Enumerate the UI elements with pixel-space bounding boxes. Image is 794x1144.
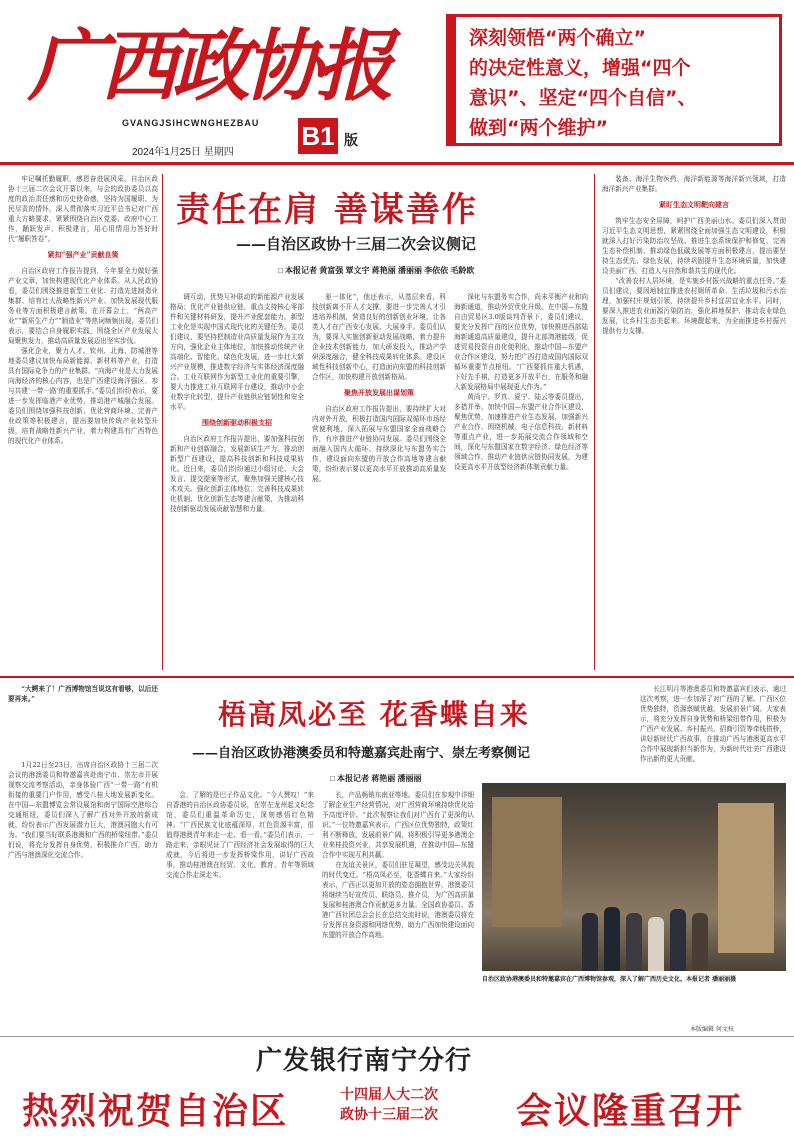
article2-col5: 长江明月等港澳委员和特邀嘉宾们表示，通过这次考察，进一步加深了对广西的了解。广西区位优势独特，资源禀赋优越，发展前景广阔。大家表示，将充分发挥自身优势和桥梁纽带作用，积极为广西产业发展、乡村振兴、招商引资等牵线搭桥，讲好新时代广西故事，在推动广西与港澳更高水平合作中展现新担当新作为，为新时代壮美广西建设作出新的更大贡献。 [640, 685, 786, 763]
article1-section4-title: 紧盯生态文明靶向建言 [659, 200, 729, 209]
article2-subtitle: ——自治区政协港澳委员和特邀嘉宾赴南宁、崇左考察侧记 [192, 746, 531, 761]
article2-column-2 [166, 790, 314, 1030]
ad-bank-name: 广发银行南宁分行 [256, 1046, 473, 1076]
article2-title: 梧高凤必至 花香蝶自来 [218, 698, 530, 731]
article1-col5-body: 筑牢生态安全屏障，呵护广西美丽山水。委员们深入贯彻习近平生态文明思想，紧紧围绕全面加强生态文明建设，积极就深入打好污染防治攻坚战、推进生态系统保护和修复、完善生态补偿机制、推动绿色低碳发展等方面积极建言，提出要坚持生态优先、绿色发展，持续巩固提升生态环境质量，加快建设美丽广西，打造人与自然和谐共生的现代化。 [602, 217, 786, 275]
photo-caption: 自治区政协港澳委员和特邀嘉宾在广西博物馆参观，深入了解广西历史文化。本报记者 潘丽丽摄 [482, 976, 737, 983]
article1-section1: 自治区政府工作报告提到，今年要全力做好强产业文章，加快构建现代化产业体系。从人民政协看，委员们围绕推进新型工业化、打造先进制造业集群、培育壮大战略性新兴产业、加快发展现代服务业等方面积极建言献策。在开幕会上，“两高产业”“新质生产力”“制造业”等热词频频出现，委员们表示，要结合自身履职实践，围绕全区产业发展大局聚焦发力，推动高质量发展迈出坚实步伐。 [8, 267, 158, 345]
ad-headline-mid1: 十四届人大二次 [340, 1087, 438, 1103]
article1-section3-title: 聚焦开放发展出谋划策 [344, 388, 414, 397]
article1-section1-title: 紧扣“强产业”贡献良策 [47, 250, 119, 259]
article1-column-2 [170, 292, 304, 670]
article2-column-1 [8, 760, 158, 1030]
article1-col5-top: 装备、海洋生物医药、海洋新能源等海洋新兴领域，打造海洋新兴产业集群。 [602, 175, 786, 193]
photo-person [692, 913, 708, 971]
slogan-bar [446, 14, 456, 146]
article1-column-3 [312, 292, 446, 670]
ad-headline-right: 会议隆重召开 [516, 1091, 745, 1132]
article1-col3-body2: 自治区政府工作报告提出，要持续扩大对内对外开放，积极打造国内国际双循环市场经营便利地，深入拓展与东盟国家全面战略合作，有序推进产业链协同发展。委员们围绕全面融入国内大循环、持续深化与东盟务实合作，建设面向东盟的开放合作高地等建言献策，纷纷表示要以更高水平开放推动高质量发展。 [312, 405, 446, 483]
slogan-line: 做到“两个维护” [469, 117, 608, 139]
photo-person [648, 917, 664, 971]
slogan-line: 深刻领悟“两个确立” [469, 27, 646, 49]
article2-column-5 [640, 684, 786, 780]
article1-col2-body2: 自治区政府工作报告提出，要加强科技创新和产业创新融合，发展新质生产力。推动创新型广西建设，提高科技创新和科技成果转化。近日来，委员们纷纷通过小组讨论、大会发言、提交提案等形式，聚焦加强关键核心技术攻关、强化创新主体地位、完善科技成果转化机制、优化创新生态等建言献策，为推动科技创新驱动发展贡献智慧和力量。 [170, 435, 304, 513]
article1-byline: □ 本报记者 黄富强 覃文宇 蒋艳丽 潘丽丽 李依依 毛龄欧 [278, 266, 475, 275]
article1-col1-body: 强化企业，聚力人才。钦州、北海、防城港等地委员建议加快布局新能源、新材料等产业，打造具有国际竞争力的产业集群。“向海产业是大力发展向海经济的核心内容，也是广西建设海洋强区、参与共建‘一带一路’的重要抓手。”委员们纷纷表示，要进一步发挥临港产业优势，推动港产城融合发展。委员们围绕加强科技创新、优化营商环境、完善产业政策等积极建言，提出要加快传统产业转型升级，培育战略性新兴产业，着力构建具有广西特色的现代化产业体系。 [8, 347, 158, 445]
article1-section2-title: 围绕创新驱动积极支招 [202, 418, 272, 427]
section-divider [0, 676, 794, 678]
masthead-rule [0, 162, 794, 165]
edition-badge: B1 [298, 118, 338, 154]
article2-quote-box [8, 684, 158, 710]
masthead [0, 0, 794, 160]
article2-col1: 1月22日至23日，出席自治区政协十三届二次会议的港澳委员和特邀嘉宾赴南宁市、崇左市开展视察交流考察活动，亲身体验广西“一带一路”有机衔接的重要门户作用，感受八桂大地发展新变化。在中国—东盟博览会常设展馆和南宁国际空港综合交通枢纽，委员们深入了解广西对外开放的新成就，纷纷表示广西发展潜力巨大，港澳同胞大有可为。“我们要当好联系港澳和广西的桥梁纽带。”委员们说，将充分发挥自身优势，积极推介广西，助力广西与港澳深化交流合作。 [8, 761, 158, 859]
article1-column-4 [454, 292, 588, 670]
edition-suffix: 版 [344, 133, 358, 149]
article1-col3-body: 驱一体化”，他还表示，从基层来看，科技创新离不开人才支撑，要进一步完善人才引进培养机制，营造良好的创新创业环境，让各类人才在广西安心发展、大展身手。委员们认为，要深入实施创新驱动发展战略，着力提升企业技术创新能力，加大研发投入，推动产学研深度融合，健全科技成果转化体系。建设区域性科技创新中心，打造面向东盟的科技创新合作区，加快构建开放创新格局。 [312, 293, 446, 381]
slogan-line: 意识”、坚定“四个自信”、 [469, 87, 697, 109]
photo-person [670, 909, 686, 971]
article1-lead: 牢记嘱托勤履职，感恩奋进展风采。自治区政协十三届二次会议开幕以来，与会的政协委员以高度的政治责任感和历史使命感，坚持为国履职、为民尽责的情怀，深入贯彻落实习近平总书记对广西重大方略要求，紧紧围绕自治区党委、政府中心工作，踊跃发声、积极建言，用心用情用力答好时代“履职答卷”。 [8, 175, 158, 243]
newspaper-logo: 广西政协报 [28, 21, 389, 112]
article2-col3: 长，产品畅销东南亚等地。委员们在参观中详细了解企业生产经营情况，对广西营商环境持续优化给予高度评价。“此次视察让我们对广西有了更深的认识。”一位特邀嘉宾表示，广西区位优势独特，政策红利不断释放，发展前景广阔，将积极引导更多港澳企业来桂投资兴业，共享发展机遇，在推动中国—东盟合作中实现互利共赢。 [322, 791, 474, 859]
article2-col2: 会，了解的是巴子作品文化。“今人赞叹！”来自香港的自治区政协委员说，在崇左龙州起义纪念馆，委员们重温革命历史，深刻感悟红色精神。“广西民族文化底蕴深厚，红色资源丰富，很值得港澳青年来走一走、看一看。”委员们表示，一路走来，亲眼见证了广西经济社会发展取得的巨大成就，今后将进一步发挥桥梁作用，讲好广西故事，推动桂港澳在经贸、文化、教育、青年等领域交流合作走深走实。 [166, 791, 314, 879]
photo-person [582, 913, 598, 971]
article1-col4-body: 深化与东盟务实合作，尚未平衡产业和向海新通道，推动外贸优化升级。在中国—东盟自由贸易区3.0版谈判背景下，委员们建议，要充分发挥广西的区位优势，加快推进西部陆海新通道高质量建设，提升北部湾港能级，促进贸易投资自由化便利化，推动中国—东盟产业合作区建设，努力把广西打造成国内国际双循环重要节点枢纽。“广西要抓住重大机遇，下好先手棋，打造更多开放平台，在服务和融入新发展格局中展现更大作为。” [454, 293, 588, 391]
editor-credit: 本版编辑 何文权 [690, 1026, 734, 1033]
photo-person [604, 907, 620, 971]
article2-col4: 在友谊关景区，委员们驻足凝望，感受边关风貌的时代变迁。“梧高凤必至，花香蝶自来。”大家纷纷表示，广西正以更加开放的姿态拥抱世界，港澳委员将继续当好宣传员、联络员、推介员，为广西高质量发展和桂港澳合作贡献更多力量。全国政协委员、香港广西社团总会会长在总结交流时说，港澳委员将充分发挥自身资源和网络优势，助力广西加快建设面向东盟的开放合作高地。 [322, 861, 474, 939]
article1-title: 责任在肩 善谋善作 [176, 190, 478, 230]
article2-byline: □ 本报记者 蒋艳丽 潘丽丽 [330, 774, 422, 783]
article1-column-5 [602, 174, 786, 670]
article1-col4-body2: 黄尚宁、罗真、夏宁、陆云等委员提出，多措并举，加快中国—东盟产业合作区建设，聚焦优势，加速推进产业生态发展，加强新兴产业合作、围绕机械、电子信息科技、新材料等重点产业，进一步拓展交流合作领域和空间，深化与东盟国家在数字经济、绿色经济等领域合作，推动产业链供应链协同发展，为建设更高水平开放型经济新体制贡献力量。 [454, 393, 588, 471]
article1-col5-body2: “改善农村人居环境，是实施乡村振兴战略的重点任务。”委员们建议，要因地制宜推进农村厕所革命、生活垃圾和污水治理，加强村庄规划引领，持续提升乡村宜居宜业水平。同时，要深入推进农业面源污染防治，强化耕地保护，推动农业绿色发展，让乡村生态美起来、环境靓起来，为全面推进乡村振兴提供有力支撑。 [602, 277, 786, 335]
column-divider [162, 174, 163, 670]
photo-exhibit-panel [718, 803, 774, 953]
issue-date: 2024年1月25日 星期四 [132, 147, 234, 158]
article1-column-1 [8, 174, 158, 670]
article1-col2-body: 调互动，优势互补联动的新能源产业发展格局；优化产业链供应链，重点支持核心零部件和关键材料研发，提升产业配套能力。新型工业化是实现中国式现代化的关键任务。委员们建议，要坚持把制造业高质量发展作为主攻方向，强化企业主体地位，加快推动传统产业高端化、智能化、绿色化发展，进一步壮大新兴产业规模，推进数字经济与实体经济深度融合。工业互联网作为新型工业化的重要引擎，要大力推进工业互联网平台建设，推动中小企业数字化转型，提升产业链供应链韧性和安全水平。 [170, 293, 304, 411]
slogan-line: 的决定性意义，增强“四个 [469, 57, 691, 79]
article1-subtitle: ——自治区政协十三届二次会议侧记 [236, 235, 477, 253]
article2-quote: “大鳄来了！广西博物馆当说这有看够，以后还要再来。” [8, 685, 158, 703]
article2-photo [482, 783, 786, 971]
article2-column-3 [322, 790, 474, 1030]
column-divider [594, 174, 595, 670]
photo-exhibit-panel [492, 797, 562, 927]
photo-person [626, 913, 642, 971]
ad-headline-mid2: 政协十三届二次 [340, 1107, 438, 1123]
logo-pinyin: GVANGJSIHCWNGHEZBAU [122, 118, 260, 128]
ad-headline-left: 热烈祝贺自治区 [22, 1091, 289, 1132]
ad-rule [0, 1036, 794, 1037]
slogan-box [446, 14, 782, 146]
